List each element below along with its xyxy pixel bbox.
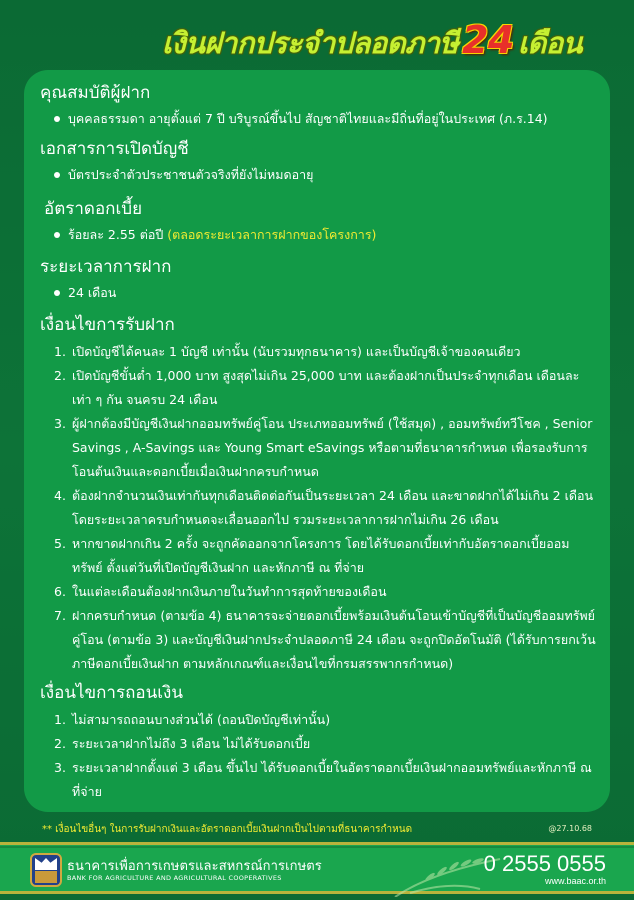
- interest-rate-note: (ตลอดระยะเวลาการฝากของโครงการ): [167, 227, 377, 242]
- footnote: ** เงื่อนไขอื่นๆ ในการรับฝากเงินและอัตราดอกเบี้ยเงินฝากเป็นไปตามที่ธนาคารกำหนด: [42, 824, 413, 835]
- contact-phone: 0 2555 0555: [483, 851, 606, 876]
- section-deposit-conditions: [40, 314, 596, 676]
- list-item: [40, 604, 596, 676]
- list-item: [40, 340, 596, 364]
- item-number: 3.: [54, 760, 66, 775]
- interest-rate-line: [68, 225, 376, 244]
- section-heading: อัตราดอกเบี้ย: [44, 199, 143, 219]
- content-card: [24, 70, 610, 812]
- item-number: 4.: [54, 488, 66, 503]
- section-documents: [40, 138, 596, 184]
- baac-logo-icon: [30, 853, 62, 887]
- item-text: ต้องฝากจำนวนเงินเท่ากันทุกเดือนติดต่อกันเป็นระยะเวลา 24 เดือน และขาดฝากได้ไม่เกิน 2 เดือน โดยระยะเวลาครบกำหนดจะเลื่อนออกไป รวมระยะเวลาการฝากไม่เกิน 26 เดือน: [72, 488, 594, 527]
- page-title: [52, 18, 582, 66]
- item-text: ระยะเวลาฝากไม่ถึง 3 เดือน ไม่ได้รับดอกเบี้ย: [72, 736, 311, 751]
- list-item: [40, 732, 596, 756]
- bullet-item: [40, 283, 596, 302]
- item-text: ผู้ฝากต้องมีบัญชีเงินฝากออมทรัพย์คู่โอน ประเภทออมทรัพย์ (ใช้สมุด) , ออมทรัพย์ทวีโชค , Senior Savings , A-Savings และ Young Smart eSavings หรือตามที่ธนาคารกำหนด เพื่อรองรับการโอนต้นเงินและดอกเบี้ยเมื่อเงินฝากครบกำหนด: [72, 416, 593, 479]
- list-item: [40, 580, 596, 604]
- bank-name-thai: ธนาคารเพื่อการเกษตรและสหกรณ์การเกษตร: [67, 859, 322, 874]
- title-prefix: เงินฝากประจำปลอดภาษี: [162, 26, 459, 60]
- section-heading: เงื่อนไขการรับฝาก: [40, 315, 175, 335]
- item-number: 2.: [54, 736, 66, 751]
- item-number: 5.: [54, 536, 66, 551]
- deposit-conditions-list: [40, 340, 596, 676]
- section-duration: [40, 256, 596, 302]
- item-text: หากขาดฝากเกิน 2 ครั้ง จะถูกคัดออกจากโครงการ โดยได้รับดอกเบี้ยเท่ากับอัตราดอกเบี้ยออมทรัพย์ ตั้งแต่วันที่เปิดบัญชีเงินฝาก และหักภาษี ณ ที่จ่าย: [72, 536, 570, 575]
- item-number: 7.: [54, 608, 66, 623]
- item-number: 1.: [54, 712, 66, 727]
- list-item: [40, 412, 596, 484]
- section-heading: ระยะเวลาการฝาก: [40, 257, 172, 277]
- title-suffix: เดือน: [517, 26, 582, 60]
- item-text: ไม่สามารถถอนบางส่วนได้ (ถอนปิดบัญชีเท่านั้น): [72, 712, 331, 727]
- bullet-dot-icon: [54, 290, 60, 296]
- item-text: ระยะเวลาฝากตั้งแต่ 3 เดือน ขึ้นไป ได้รับดอกเบี้ยในอัตราดอกเบี้ยเงินฝากออมทรัพย์และหักภาษี ณ ที่จ่าย: [72, 760, 592, 799]
- list-item: [40, 484, 596, 532]
- bullet-item: [40, 109, 596, 128]
- section-interest: [44, 198, 596, 244]
- withdrawal-conditions-list: [40, 708, 596, 804]
- item-text: ในแต่ละเดือนต้องฝากเงินภายในวันทำการสุดท้ายของเดือน: [72, 584, 387, 599]
- version-date: @27.10.68: [548, 824, 592, 833]
- item-text: เปิดบัญชีได้คนละ 1 บัญชี เท่านั้น (นับรวมทุกธนาคาร) และเป็นบัญชีเจ้าของคนเดียว: [72, 344, 521, 359]
- section-heading: คุณสมบัติผู้ฝาก: [40, 83, 151, 103]
- interest-rate: ร้อยละ 2.55 ต่อปี: [68, 227, 164, 242]
- section-qualification: [40, 82, 596, 128]
- item-number: 1.: [54, 344, 66, 359]
- bullet-text: บุคคลธรรมดา อายุตั้งแต่ 7 ปี บริบูรณ์ขึ้นไป สัญชาติไทยและมีถิ่นที่อยู่ในประเทศ (ภ.ร.14): [68, 111, 548, 126]
- footer: [0, 842, 634, 894]
- bank-name-english: BANK FOR AGRICULTURE AND AGRICULTURAL COOPERATIVES: [67, 874, 282, 882]
- bullet-text: 24 เดือน: [68, 285, 117, 300]
- section-heading: เงื่อนไขการถอนเงิน: [40, 683, 183, 703]
- item-text: ฝากครบกำหนด (ตามข้อ 4) ธนาคารจะจ่ายดอกเบี้ยพร้อมเงินต้นโอนเข้าบัญชีที่เป็นบัญชีออมทรัพย์ คู่โอน (ตามข้อ 3) และบัญชีเงินฝากประจำปลอดภาษี 24 เดือน จะถูกปิดอัตโนมัติ (ได้รับการยกเว้นภาษีดอกเบี้ยเงินฝาก ตามหลักเกณฑ์และเงื่อนไขที่กรมสรรพากรกำหนด): [72, 608, 596, 671]
- item-number: 6.: [54, 584, 66, 599]
- website-link[interactable]: www.baac.or.th: [544, 876, 606, 886]
- bullet-item: [40, 165, 596, 184]
- title-number: 24: [462, 18, 514, 62]
- bullet-dot-icon: [54, 232, 60, 238]
- title-bar: [0, 18, 634, 68]
- bullet-item: [44, 225, 596, 244]
- list-item: [40, 532, 596, 580]
- item-number: 2.: [54, 368, 66, 383]
- bullet-dot-icon: [54, 172, 60, 178]
- bullet-text: บัตรประจำตัวประชาชนตัวจริงที่ยังไม่หมดอายุ: [68, 167, 314, 182]
- list-item: [40, 756, 596, 804]
- item-text: เปิดบัญชีขั้นต่ำ 1,000 บาท สูงสุดไม่เกิน 25,000 บาท และต้องฝากเป็นประจำทุกเดือน เดือนละเท่า ๆ กัน จนครบ 24 เดือน: [72, 368, 580, 407]
- section-withdrawal-conditions: [40, 682, 596, 804]
- section-heading: เอกสารการเปิดบัญชี: [40, 139, 189, 159]
- list-item: [40, 708, 596, 732]
- item-number: 3.: [54, 416, 66, 431]
- list-item: [40, 364, 596, 412]
- bullet-dot-icon: [54, 116, 60, 122]
